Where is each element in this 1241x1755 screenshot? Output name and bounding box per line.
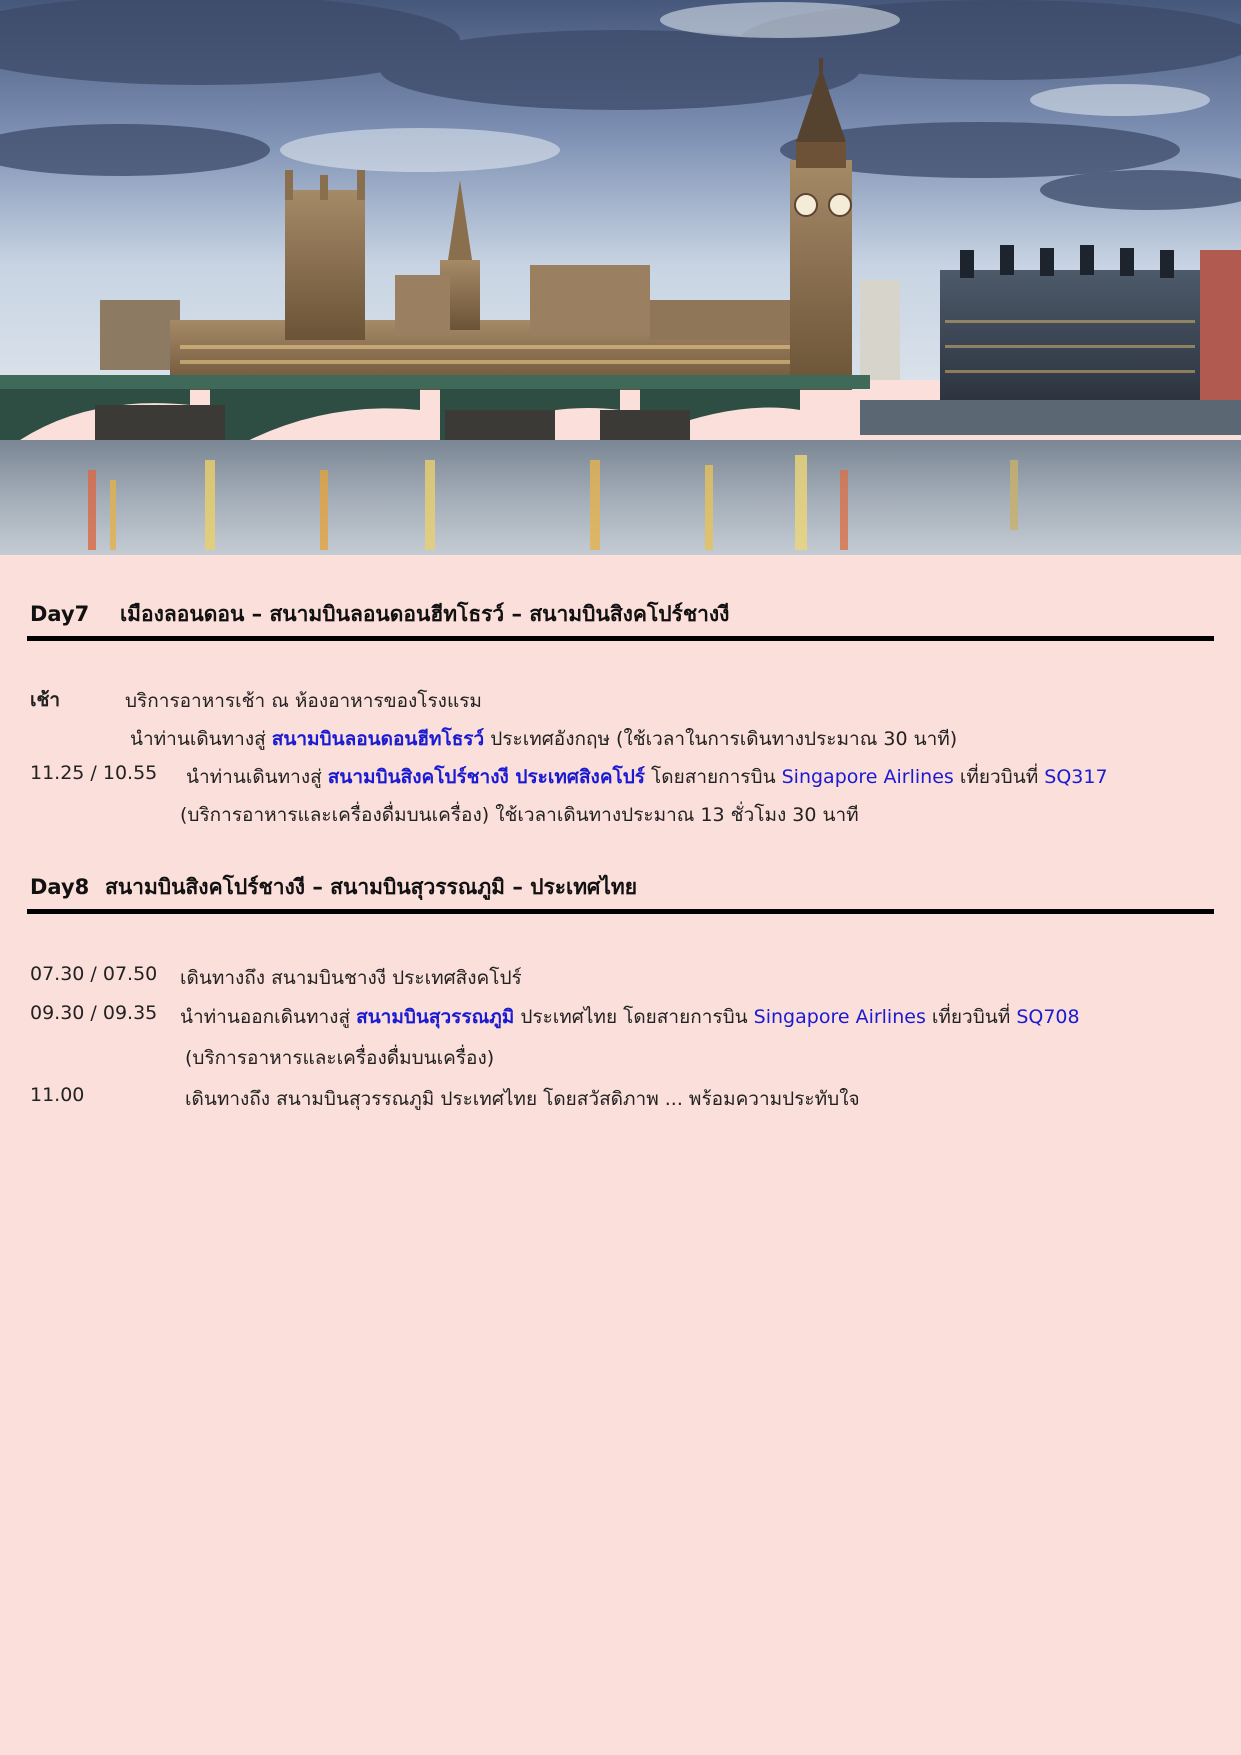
day7-transfer-airport: สนามบินลอนดอนฮีทโธรว์	[271, 728, 485, 750]
day7-transfer-suffix: ประเทศอังกฤษ (ใช้เวลาในการเดินทางประมาณ 30 นาที)	[484, 728, 958, 750]
day7-breakfast-label: เช้า	[30, 689, 61, 711]
day8-airline: Singapore Airlines	[753, 1006, 926, 1028]
hero-photo	[0, 0, 1241, 555]
day7-flight-destination: สนามบินสิงคโปร์ชางงี ประเทศสิงคโปร์	[327, 766, 646, 788]
day7-flight-no: SQ317	[1044, 766, 1108, 788]
day7-flight-mid: โดยสายการบิน	[645, 766, 782, 788]
london-westminster-photo	[0, 0, 1241, 555]
day8-arrive-th-text: เดินทางถึง สนามบินสุวรรณภูมิ ประเทศไทย โดยสวัสดิภาพ ... พร้อมความประทับใจ	[185, 1088, 860, 1110]
day8-heading	[30, 871, 637, 904]
day7-flight	[186, 762, 1108, 792]
day8-flight-no-label: เที่ยวบินที่	[925, 1006, 1017, 1028]
day7-transfer	[130, 724, 957, 754]
day8-label: Day8	[30, 875, 90, 899]
day7-heading	[30, 598, 729, 631]
day7-label: Day7	[30, 602, 90, 626]
day8-depart-mid: ประเทศไทย โดยสายการบิน	[514, 1006, 754, 1028]
day8-divider	[27, 909, 1214, 914]
day8-depart-airport: สนามบินสุวรรณภูมิ	[356, 1006, 515, 1028]
day7-breakfast-text: บริการอาหารเช้า ณ ห้องอาหารของโรงแรม	[125, 690, 482, 712]
day8-depart-time: 09.30 / 09.35	[30, 1002, 158, 1024]
day8-flight-no: SQ708	[1016, 1006, 1080, 1028]
day8-arrive-sg-text: เดินทางถึง สนามบินชางงี ประเทศสิงคโปร์	[180, 967, 522, 989]
day8-arrive-th-time: 11.00	[30, 1084, 85, 1106]
day8-depart-note: (บริการอาหารและเครื่องดื่มบนเครื่อง)	[185, 1047, 495, 1069]
day8-arrive-sg-time: 07.30 / 07.50	[30, 963, 158, 985]
day7-airline: Singapore Airlines	[781, 766, 954, 788]
day8-depart	[180, 1002, 1080, 1032]
day8-depart-prefix: นำท่านออกเดินทางสู่	[180, 1006, 357, 1028]
day7-transfer-prefix: นำท่านเดินทางสู่	[130, 728, 272, 750]
day7-flight-note: (บริการอาหารและเครื่องดื่มบนเครื่อง) ใช้เวลาเดินทางประมาณ 13 ชั่วโมง 30 นาที	[180, 804, 859, 826]
day7-flight-prefix: นำท่านเดินทางสู่	[186, 766, 328, 788]
day8-route: สนามบินสิงคโปร์ชางงี – สนามบินสุวรรณภูมิ – ประเทศไทย	[105, 875, 638, 899]
day7-divider	[27, 636, 1214, 641]
day7-route: เมืองลอนดอน – สนามบินลอนดอนฮีทโธรว์ – สนามบินสิงคโปร์ชางงี	[120, 602, 730, 626]
day7-flight-no-label: เที่ยวบินที่	[953, 766, 1045, 788]
day7-flight-time: 11.25 / 10.55	[30, 762, 158, 784]
